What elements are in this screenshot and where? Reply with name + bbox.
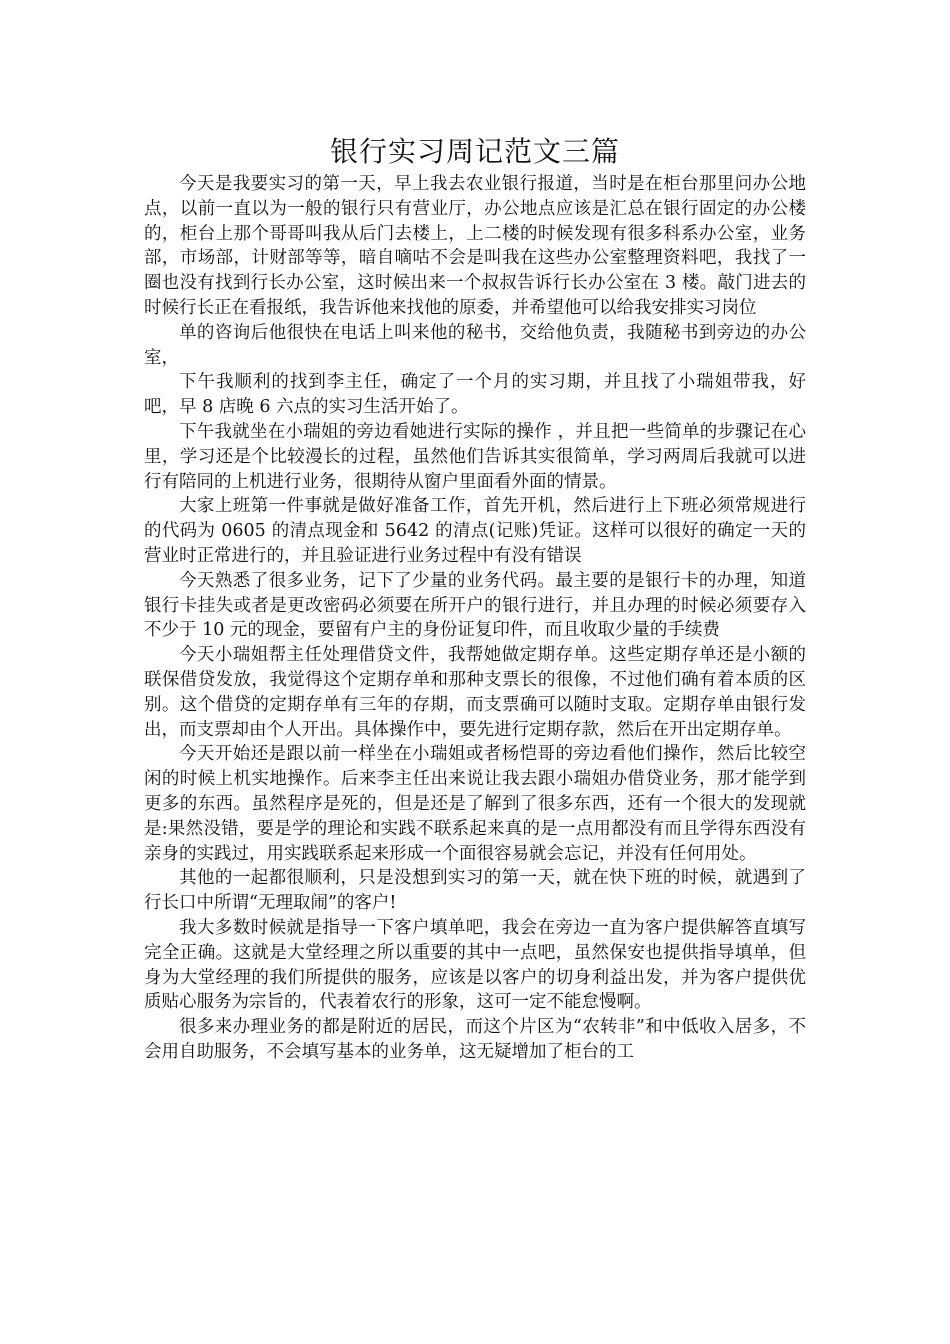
- paragraph: 大家上班第一件事就是做好准备工作，首先开机，然后进行上下班必须常规进行的代码为 0605 的清点现金和 5642 的清点(记账)凭证。这样可以很好的确定一天的营业时正常进行的，并且验证进行业务过程中有没有错误: [144, 496, 806, 566]
- paragraph: 单的咨询后他很快在电话上叫来他的秘书，交给他负责，我随秘书到旁边的办公室，: [144, 322, 806, 368]
- paragraph: 下午我就坐在小瑞姐的旁边看她进行实际的操作 ，并且把一些简单的步骤记在心里，学习还是个比较漫长的过程，虽然他们告诉其实很简单，学习两周后我就可以进行有陪同的上机进行业务，很期待从窗户里面看外面的情景。: [144, 421, 806, 492]
- document-body: [144, 132, 806, 1065]
- paragraph: 今天熟悉了很多业务，记下了少量的业务代码。最主要的是银行卡的办理，知道银行卡挂失或者是更改密码必须要在所开户的银行进行，并且办理的时候必须要存入不少于 10 元的现金，要留有户主的身份证复印件，而且收取少量的手续费: [144, 570, 806, 641]
- paragraph: 今天小瑞姐帮主任处理借贷文件，我帮她做定期存单。这些定期存单还是小额的联保借贷发放，我觉得这个定期存单和那种支票长的很像，不过他们确有着本质的区别。这个借贷的定期存单有三年的存期，而支票确可以随时支取。定期存单由银行发出，而支票却由个人开出。具体操作中，要先进行定期存款，然后在开出定期存单。: [144, 645, 806, 740]
- paragraph: 今天是我要实习的第一天，早上我去农业银行报道，当时是在柜台那里问办公地点，以前一直以为一般的银行只有营业厅，办公地点应该是汇总在银行固定的办公楼的，柜台上那个哥哥叫我从后门去楼上，上二楼的时候发现有很多科系办公室，业务部，市场部，计财部等等，暗自嘀咕不会是叫我在这些办公室整理资料吧，我找了一圈也没有找到行长办公室，这时候出来一个叔叔告诉行长办公室在 3 楼。敲门进去的时候行长正在看报纸，我告诉他来找他的原委，并希望他可以给我安排实习岗位: [144, 174, 806, 318]
- document-title: 银行实习周记范文三篇: [329, 135, 620, 168]
- paragraph: 其他的一起都很顺利，只是没想到实习的第一天，就在快下班的时候，就遇到了行长口中所谓“无理取闹”的客户!: [144, 868, 806, 914]
- paragraph: 下午我顺利的找到李主任，确定了一个月的实习期，并且找了小瑞姐带我，好吧，早 8 店晚 6 六点的实习生活开始了。: [144, 372, 806, 418]
- paragraph: 我大多数时候就是指导一下客户填单吧，我会在旁边一直为客户提供解答直填写完全正确。这就是大堂经理之所以重要的其中一点吧，虽然保安也提供指导填单，但身为大堂经理的我们所提供的服务，应该是以客户的切身利益出发，并为客户提供优质贴心服务为宗旨的，代表着农行的形象，这可一定不能怠慢啊。: [144, 917, 806, 1013]
- paragraph: 很多来办理业务的都是附近的居民，而这个片区为“农转非”和中低收入居多，不会用自助服务，不会填写基本的业务单，这无疑增加了柜台的工: [144, 1017, 806, 1062]
- paragraph: 今天开始还是跟以前一样坐在小瑞姐或者杨恺哥的旁边看他们操作，然后比较空闲的时候上机实地操作。后来李主任出来说让我去跟小瑞姐办借贷业务，那才能学到更多的东西。虽然程序是死的，但是还是了解到了很多东西，还有一个很大的发现就是:果然没错，要是学的理论和实践不联系起来真的是一点用都没有而且学得东西没有亲身的实践过，用实践联系起来形成一个面很容易就会忘记，并没有任何用处。: [144, 744, 806, 864]
